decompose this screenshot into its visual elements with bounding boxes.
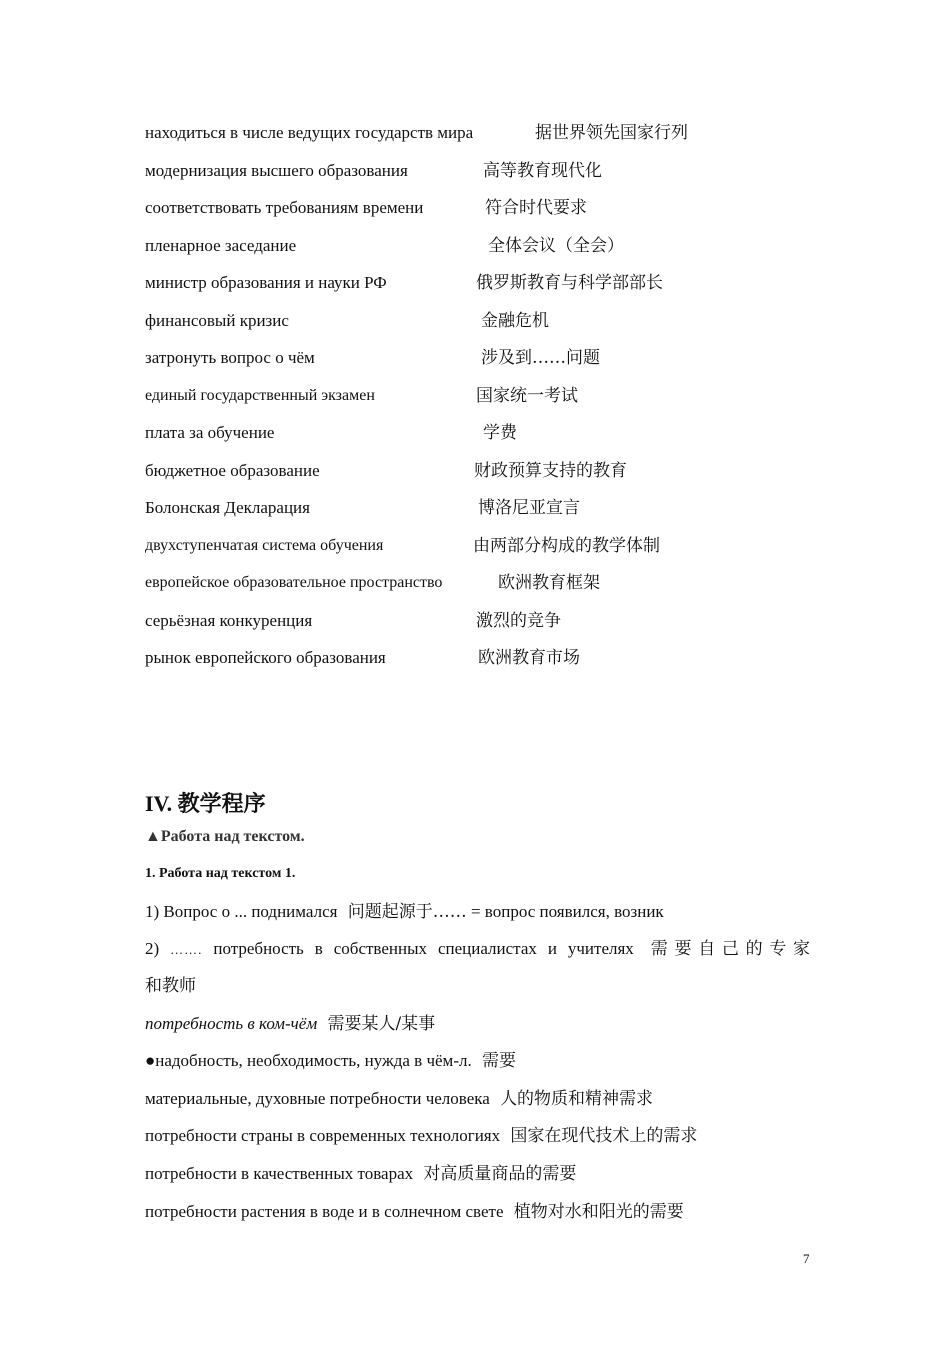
line-russian: потребности страны в современных технологиях — [145, 1126, 501, 1145]
page-number: 7 — [803, 1251, 810, 1266]
vocab-row — [145, 608, 845, 646]
line-chinese: 问题起源于…… — [347, 902, 467, 922]
line-russian: потребности растения в воде и в солнечном свете — [145, 1202, 504, 1221]
text-line — [145, 1011, 435, 1037]
vocab-chinese: 欧洲教育市场 — [478, 648, 580, 668]
vocab-chinese: 欧洲教育框架 — [498, 573, 600, 593]
line-chinese: 国家在现代技术上的需求 — [510, 1126, 698, 1146]
line-russian-tail: = вопрос появился, возник — [470, 902, 664, 921]
line-chinese: 人的物质和精神需求 — [500, 1089, 654, 1109]
vocab-row — [145, 383, 845, 421]
vocab-row — [145, 570, 845, 608]
line-russian: ●надобность, необходимость, нужда в чём-л. — [145, 1051, 472, 1070]
vocab-russian: бюджетное образование — [145, 460, 320, 480]
task-heading: ▲Работа над текстом. — [145, 828, 305, 845]
vocab-chinese: 由两部分构成的教学体制 — [473, 535, 660, 556]
vocab-row — [145, 308, 845, 346]
vocab-row — [145, 458, 845, 496]
line-russian: потребности в качественных товарах — [145, 1164, 414, 1183]
vocab-russian: серьёзная конкуренция — [145, 610, 313, 630]
line-russian: потребность в ком-чём — [145, 1014, 318, 1033]
vocab-chinese: 学费 — [483, 423, 517, 443]
vocab-chinese: 国家统一考试 — [476, 385, 578, 406]
vocab-chinese: 激烈的竞争 — [476, 610, 561, 631]
text-line — [145, 936, 810, 963]
line-russian: 1) Вопрос о ... поднимался — [145, 902, 338, 921]
text-line — [145, 1161, 576, 1187]
text-line — [145, 899, 664, 925]
vocab-row — [145, 195, 845, 233]
vocab-chinese: 博洛尼亚宣言 — [478, 498, 580, 518]
vocab-russian: министр образования и науки РФ — [145, 273, 387, 292]
section-title: IV. 教学程序 — [145, 791, 266, 816]
vocab-chinese: 财政预算支持的教育 — [474, 460, 627, 481]
line-number: 2) — [145, 939, 160, 958]
line-chinese: 需要 — [481, 1051, 516, 1071]
vocab-chinese: 金融危机 — [481, 310, 549, 331]
vocab-russian: единый государственный экзамен — [145, 386, 375, 404]
text-line — [145, 1199, 684, 1225]
vocabulary-list — [145, 120, 845, 683]
text-line — [145, 1123, 697, 1149]
line-chinese: 需要某人/某事 — [327, 1014, 436, 1034]
vocab-russian: рынок европейского образования — [145, 648, 386, 667]
vocab-row — [145, 158, 845, 196]
line-chinese: 需要自己的专家 — [650, 939, 811, 959]
line-russian: потребность в собственных специалистах и учителях — [213, 939, 634, 958]
vocab-russian: находиться в числе ведущих государств мира — [145, 123, 474, 142]
vocab-row — [145, 345, 845, 383]
vocab-row — [145, 233, 845, 271]
vocab-russian: финансовый кризис — [145, 310, 289, 330]
vocab-row — [145, 420, 845, 458]
vocab-row — [145, 270, 845, 308]
vocab-russian: европейское образовательное пространство — [145, 574, 443, 591]
vocab-chinese: 涉及到……问题 — [481, 348, 600, 368]
vocab-russian: плата за обучение — [145, 423, 275, 442]
line-chinese: 和教师 — [145, 976, 196, 996]
line-chinese: 植物对水和阳光的需要 — [513, 1202, 684, 1222]
vocab-chinese: 符合时代要求 — [485, 198, 587, 218]
vocab-row — [145, 645, 845, 683]
vocab-russian: пленарное заседание — [145, 235, 297, 255]
vocab-chinese: 据世界领先国家行列 — [535, 123, 688, 143]
vocab-russian: соответствовать требованиям времени — [145, 198, 424, 217]
line-russian: материальные, духовные потребности человека — [145, 1089, 490, 1108]
vocab-chinese: 俄罗斯教育与科学部部长 — [476, 273, 663, 293]
vocab-russian: Болонская Декларация — [145, 498, 310, 517]
vocab-russian: затронуть вопрос о чём — [145, 348, 315, 367]
subsection-heading: 1. Работа над текстом 1. — [145, 866, 296, 881]
text-line — [145, 1048, 516, 1074]
ellipsis-blank: ……. — [170, 942, 203, 957]
vocab-row — [145, 120, 845, 158]
text-line-continuation — [145, 973, 196, 999]
text-line — [145, 1086, 653, 1112]
vocab-row — [145, 533, 845, 571]
vocab-row — [145, 495, 845, 533]
vocab-chinese: 高等教育现代化 — [483, 160, 602, 181]
line-chinese: 对高质量商品的需要 — [423, 1164, 577, 1184]
vocab-chinese: 全体会议（全会） — [488, 235, 624, 256]
vocab-russian: двухступенчатая система обучения — [145, 536, 384, 554]
vocab-russian: модернизация высшего образования — [145, 160, 408, 180]
